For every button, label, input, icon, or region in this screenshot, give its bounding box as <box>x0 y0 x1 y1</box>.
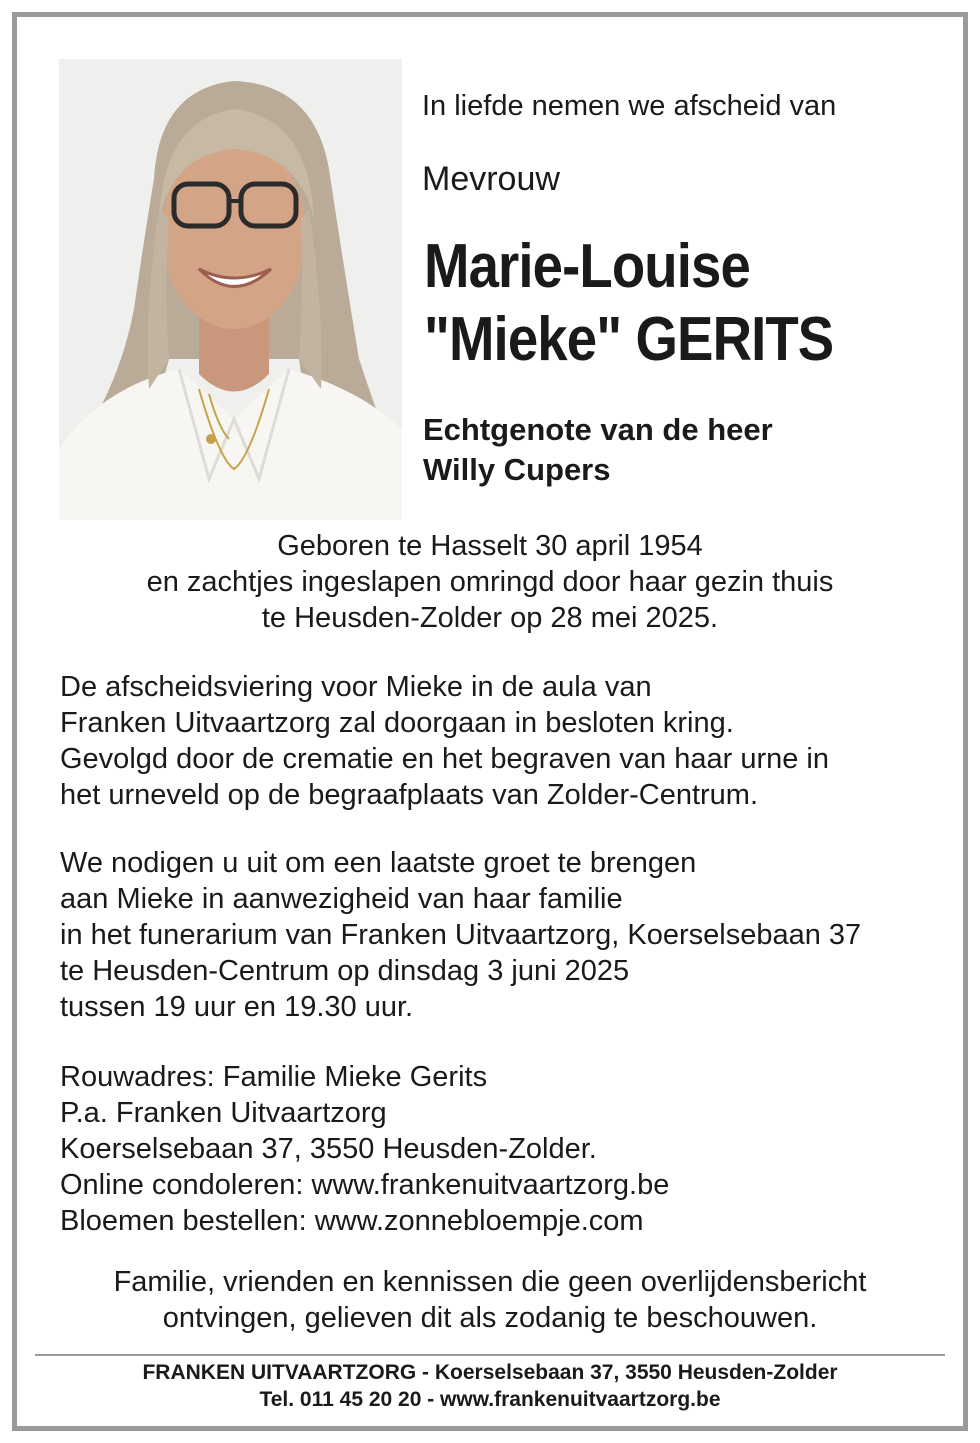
ceremony-info <box>60 669 940 813</box>
visitation-line: We nodigen u uit om een laatste groet te brengen <box>60 847 697 879</box>
birth-line: en zachtjes ingeslapen omringd door haar gezin thuis <box>146 566 834 598</box>
birth-info <box>40 528 940 636</box>
closing-line: Familie, vrienden en kennissen die geen overlijdensbericht <box>113 1266 867 1298</box>
condolence-link[interactable]: Online condoleren: www.frankenuitvaartzorg.be <box>60 1169 670 1201</box>
visitation-line: te Heusden-Centrum op dinsdag 3 juni 2025 <box>60 955 630 987</box>
footer-line: FRANKEN UITVAARTZORG - Koerselsebaan 37, 3550 Heusden-Zolder <box>142 1361 838 1384</box>
spouse-line-2: Willy Cupers <box>423 452 611 487</box>
portrait-photo <box>59 59 402 520</box>
flowers-link[interactable]: Bloemen bestellen: www.zonnebloempje.com <box>60 1205 644 1237</box>
visitation-line: in het funerarium van Franken Uitvaartzorg, Koerselsebaan 37 <box>60 919 862 951</box>
visitation-info <box>60 845 940 1025</box>
address-line: P.a. Franken Uitvaartzorg <box>60 1097 387 1129</box>
visitation-line: tussen 19 uur en 19.30 uur. <box>60 991 414 1023</box>
funeral-home-footer <box>35 1359 945 1413</box>
name-line-1: Marie-Louise <box>424 232 750 301</box>
closing-note <box>40 1264 940 1336</box>
address-line: Rouwadres: Familie Mieke Gerits <box>60 1061 488 1093</box>
spouse-info <box>423 410 773 490</box>
birth-line: te Heusden-Zolder op 28 mei 2025. <box>261 602 719 634</box>
ceremony-line: De afscheidsviering voor Mieke in de aula van <box>60 671 652 703</box>
birth-line: Geboren te Hasselt 30 april 1954 <box>277 530 703 562</box>
footer-divider <box>35 1354 945 1356</box>
closing-line: ontvingen, gelieven dit als zodanig te beschouwen. <box>162 1302 818 1334</box>
ceremony-line: Franken Uitvaartzorg zal doorgaan in besloten kring. <box>60 707 734 739</box>
ceremony-line: het urneveld op de begraafplaats van Zolder-Centrum. <box>60 779 759 811</box>
address-info <box>60 1059 940 1239</box>
intro-text: In liefde nemen we afscheid van <box>422 90 837 122</box>
visitation-line: aan Mieke in aanwezigheid van haar familie <box>60 883 623 915</box>
honorific: Mevrouw <box>422 160 560 198</box>
ceremony-line: Gevolgd door de crematie en het begraven van haar urne in <box>60 743 829 775</box>
footer-contact[interactable]: Tel. 011 45 20 20 - www.frankenuitvaartzorg.be <box>259 1388 721 1411</box>
deceased-name <box>424 230 833 376</box>
spouse-line-1: Echtgenote van de heer <box>423 412 773 447</box>
address-line: Koerselsebaan 37, 3550 Heusden-Zolder. <box>60 1133 597 1165</box>
name-line-2: "Mieke" GERITS <box>424 305 834 374</box>
